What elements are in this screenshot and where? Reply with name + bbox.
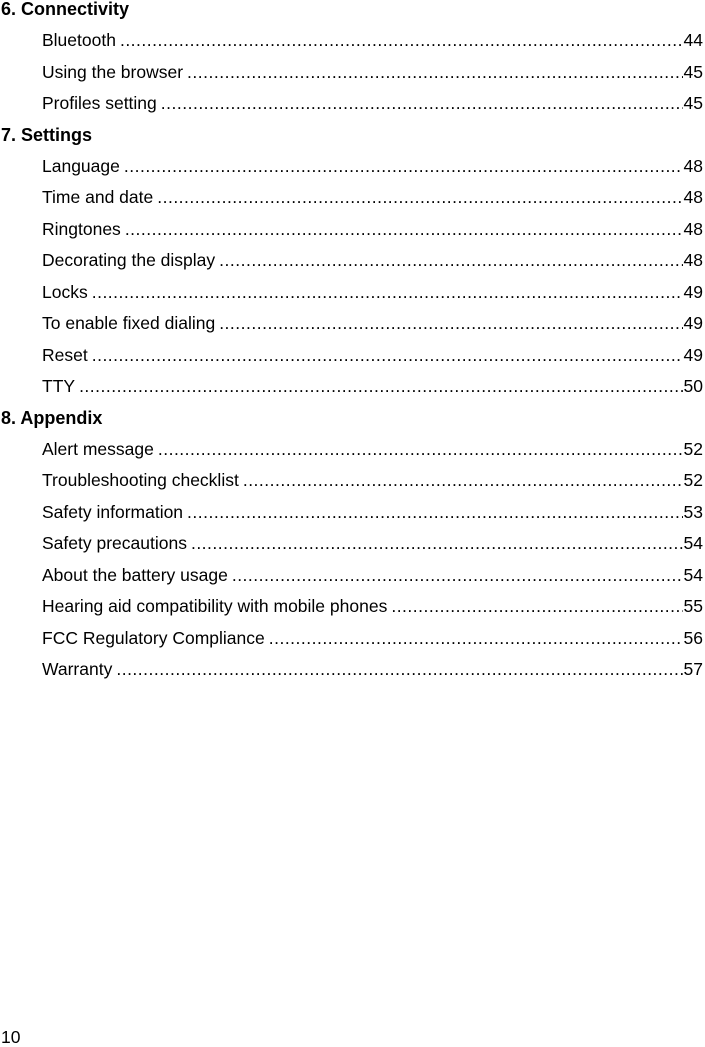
toc-entry-title: To enable fixed dialing xyxy=(42,313,216,333)
dot-leader xyxy=(187,497,682,529)
toc-entry-page: 56 xyxy=(683,627,703,648)
toc-entry-page: 49 xyxy=(683,313,703,333)
dot-leader xyxy=(79,371,682,403)
dot-leader xyxy=(124,151,683,183)
toc-entry-page: 54 xyxy=(683,564,703,585)
toc-entry-battery-usage[interactable] xyxy=(0,560,705,592)
toc-entry-hearing-aid-compatibility[interactable] xyxy=(0,591,705,623)
toc-entry-title: Profiles setting xyxy=(42,93,157,113)
toc-entry-page: 50 xyxy=(683,376,703,396)
toc-entry-title: Decorating the display xyxy=(42,250,216,270)
toc-entry-title: About the battery usage xyxy=(42,564,228,585)
toc-entry-page: 49 xyxy=(683,281,703,302)
toc-entry-page: 57 xyxy=(683,659,703,679)
dot-leader xyxy=(125,214,683,246)
page-number: 10 xyxy=(1,1027,21,1047)
dot-leader xyxy=(269,623,683,655)
dot-leader xyxy=(391,591,682,623)
dot-leader xyxy=(116,654,682,686)
toc-entry-fcc-regulatory-compliance[interactable] xyxy=(0,623,705,655)
toc-entry-page: 48 xyxy=(683,187,703,207)
dot-leader xyxy=(158,434,683,466)
toc-entry-page: 52 xyxy=(683,438,703,459)
dot-leader xyxy=(92,277,683,309)
toc-entry-time-and-date[interactable] xyxy=(0,182,705,214)
toc-entry-title: Warranty xyxy=(42,659,113,679)
dot-leader xyxy=(120,25,683,57)
toc-entry-page: 49 xyxy=(683,344,703,365)
toc-entry-title: Time and date xyxy=(42,187,154,207)
dot-leader xyxy=(187,57,682,89)
dot-leader xyxy=(157,182,682,214)
toc-entry-title: FCC Regulatory Compliance xyxy=(42,627,265,648)
toc-entry-page: 44 xyxy=(683,30,703,50)
toc-entry-page: 53 xyxy=(683,501,703,522)
toc-entry-page: 45 xyxy=(683,93,703,113)
toc-entry-title: Safety information xyxy=(42,501,184,522)
toc-entry-page: 48 xyxy=(683,218,703,239)
toc-entry-title: Troubleshooting checklist xyxy=(42,470,239,490)
toc-entry-troubleshooting-checklist[interactable] xyxy=(0,465,705,497)
dot-leader xyxy=(191,528,683,560)
toc-entry-ringtones[interactable] xyxy=(0,214,705,246)
toc-entry-profiles-setting[interactable] xyxy=(0,88,705,120)
toc-entry-title: Language xyxy=(42,155,120,176)
toc-entry-page: 48 xyxy=(683,250,703,270)
toc-entry-safety-precautions[interactable] xyxy=(0,528,705,560)
toc-entry-warranty[interactable] xyxy=(0,654,705,686)
dot-leader xyxy=(219,308,682,340)
toc-entry-bluetooth[interactable] xyxy=(0,25,705,57)
toc-entry-alert-message[interactable] xyxy=(0,434,705,466)
toc-entry-page: 54 xyxy=(683,533,703,553)
dot-leader xyxy=(92,340,683,372)
toc-entry-title: Locks xyxy=(42,281,88,302)
toc-entry-tty[interactable] xyxy=(0,371,705,403)
toc-entry-using-the-browser[interactable] xyxy=(0,57,705,89)
toc-entry-fixed-dialing[interactable] xyxy=(0,308,705,340)
toc-entry-title: Safety precautions xyxy=(42,533,187,553)
toc-entry-page: 48 xyxy=(683,155,703,176)
toc-entry-title: Alert message xyxy=(42,438,154,459)
toc-entry-title: Bluetooth xyxy=(42,30,116,50)
toc-entry-language[interactable] xyxy=(0,151,705,183)
toc-entry-page: 45 xyxy=(683,61,703,82)
toc-entry-title: Ringtones xyxy=(42,218,121,239)
toc-entry-locks[interactable] xyxy=(0,277,705,309)
toc-entry-title: Reset xyxy=(42,344,88,365)
toc-entry-title: TTY xyxy=(42,376,76,396)
dot-leader xyxy=(161,88,683,120)
dot-leader xyxy=(219,245,682,277)
section-heading-connectivity: 6. Connectivity xyxy=(1,0,130,19)
toc-entry-page: 55 xyxy=(683,596,703,616)
dot-leader xyxy=(232,560,683,592)
toc-entry-reset[interactable] xyxy=(0,340,705,372)
toc-entry-decorating-the-display[interactable] xyxy=(0,245,705,277)
toc-entry-title: Hearing aid compatibility with mobile phones xyxy=(42,596,388,616)
toc-entry-page: 52 xyxy=(683,470,703,490)
section-heading-settings: 7. Settings xyxy=(1,124,93,145)
toc-entry-title: Using the browser xyxy=(42,61,184,82)
toc-entry-safety-information[interactable] xyxy=(0,497,705,529)
dot-leader xyxy=(243,465,683,497)
section-heading-appendix: 8. Appendix xyxy=(1,407,103,428)
